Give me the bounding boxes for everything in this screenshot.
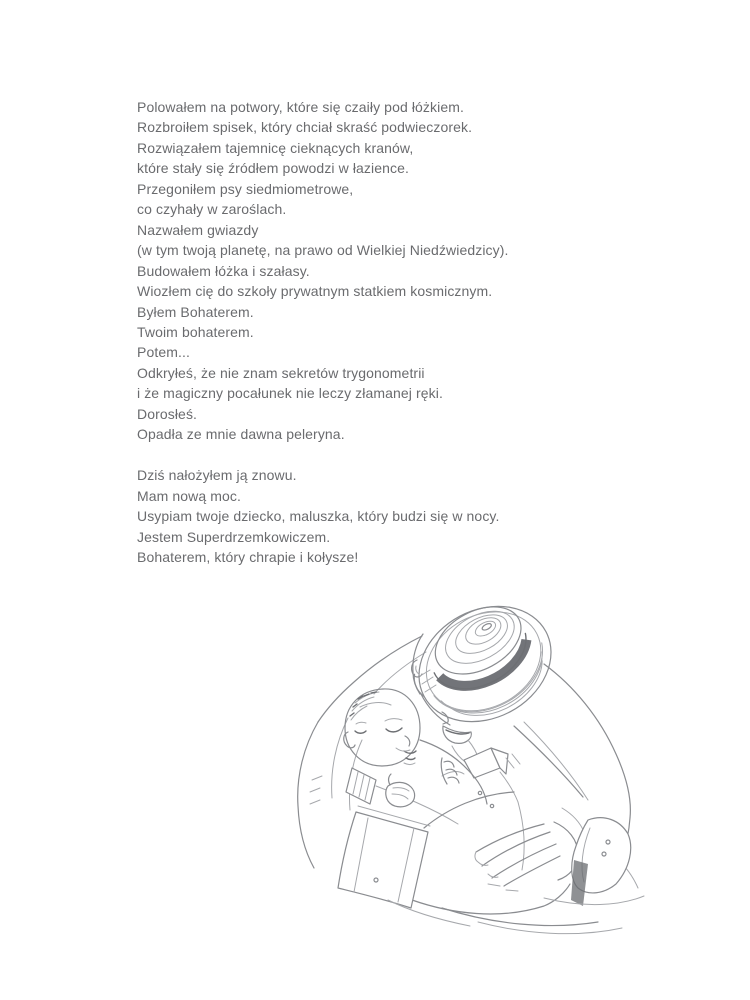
poem-line: Opadła ze mnie dawna peleryna.: [137, 426, 345, 443]
poem-line: co czyhały w zaroślach.: [137, 201, 287, 218]
smiling-mouth: [443, 726, 471, 743]
poem-line: Rozwiązałem tajemnicę cieknących kranów,: [137, 139, 414, 156]
poem-line: Odkryłeś, że nie znam sekretów trygonometrii: [137, 364, 425, 381]
poem-line: Usypiam twoje dziecko, maluszka, który budzi się w nocy.: [137, 508, 500, 525]
poem-line: Dziś nałożyłem ją znowu.: [137, 467, 297, 484]
straw-hat: [397, 600, 572, 745]
poem-line: Jestem Superdrzemkowiczem.: [137, 528, 331, 545]
baby-nose: [405, 736, 410, 746]
stanza-2: [137, 465, 617, 567]
poem-line: Potem...: [137, 344, 190, 361]
poem-line: Dorosłeś.: [137, 405, 198, 422]
poem-line: Bohaterem, który chrapie i kołysze!: [137, 548, 359, 565]
poem-line: które stały się źródłem powodzi w łazience.: [137, 160, 409, 177]
cuff-shadow: [571, 860, 588, 906]
poem-line: Budowałem łóżka i szałasy.: [137, 262, 310, 279]
illustration-grandfather-and-baby: [292, 600, 648, 940]
grandfather-hand: [475, 822, 578, 886]
jacket-folds: [388, 896, 644, 934]
baby-right-eye-closed: [386, 728, 402, 732]
poem-text: [137, 97, 617, 567]
poem-line: (w tym twoją planetę, na prawo od Wielkiej Niedźwiedzicy).: [137, 242, 509, 259]
poem-line: Przegoniłem psy siedmiometrowe,: [137, 180, 354, 197]
poem-line: i że magiczny pocałunek nie leczy złamanej ręki.: [137, 385, 443, 402]
right-sleeve-cuff: [571, 818, 631, 906]
poem-line: Mam nową moc.: [137, 487, 241, 504]
poem-line: Polowałem na potwory, które się czaiły pod łóżkiem.: [137, 99, 464, 115]
onesie-snap-button: [478, 791, 481, 794]
onesie-snap-button: [490, 804, 493, 807]
left-sleeve-cuff: [338, 806, 430, 908]
poem-line: Wiozłem cię do szkoły prywatnym statkiem kosmicznym.: [137, 283, 493, 300]
baby-hair: [350, 692, 376, 716]
poem-line: Twoim bohaterem.: [137, 323, 254, 340]
poem-line: Byłem Bohaterem.: [137, 303, 254, 320]
poem-line: Nazwałem gwiazdy: [137, 221, 259, 238]
stanza-1: [137, 97, 617, 445]
grandfather-fingertips: [441, 758, 459, 784]
poem-line: Rozbroiłem spisek, który chciał skraść podwieczorek.: [137, 119, 473, 136]
baby-left-eye-closed: [355, 731, 366, 733]
